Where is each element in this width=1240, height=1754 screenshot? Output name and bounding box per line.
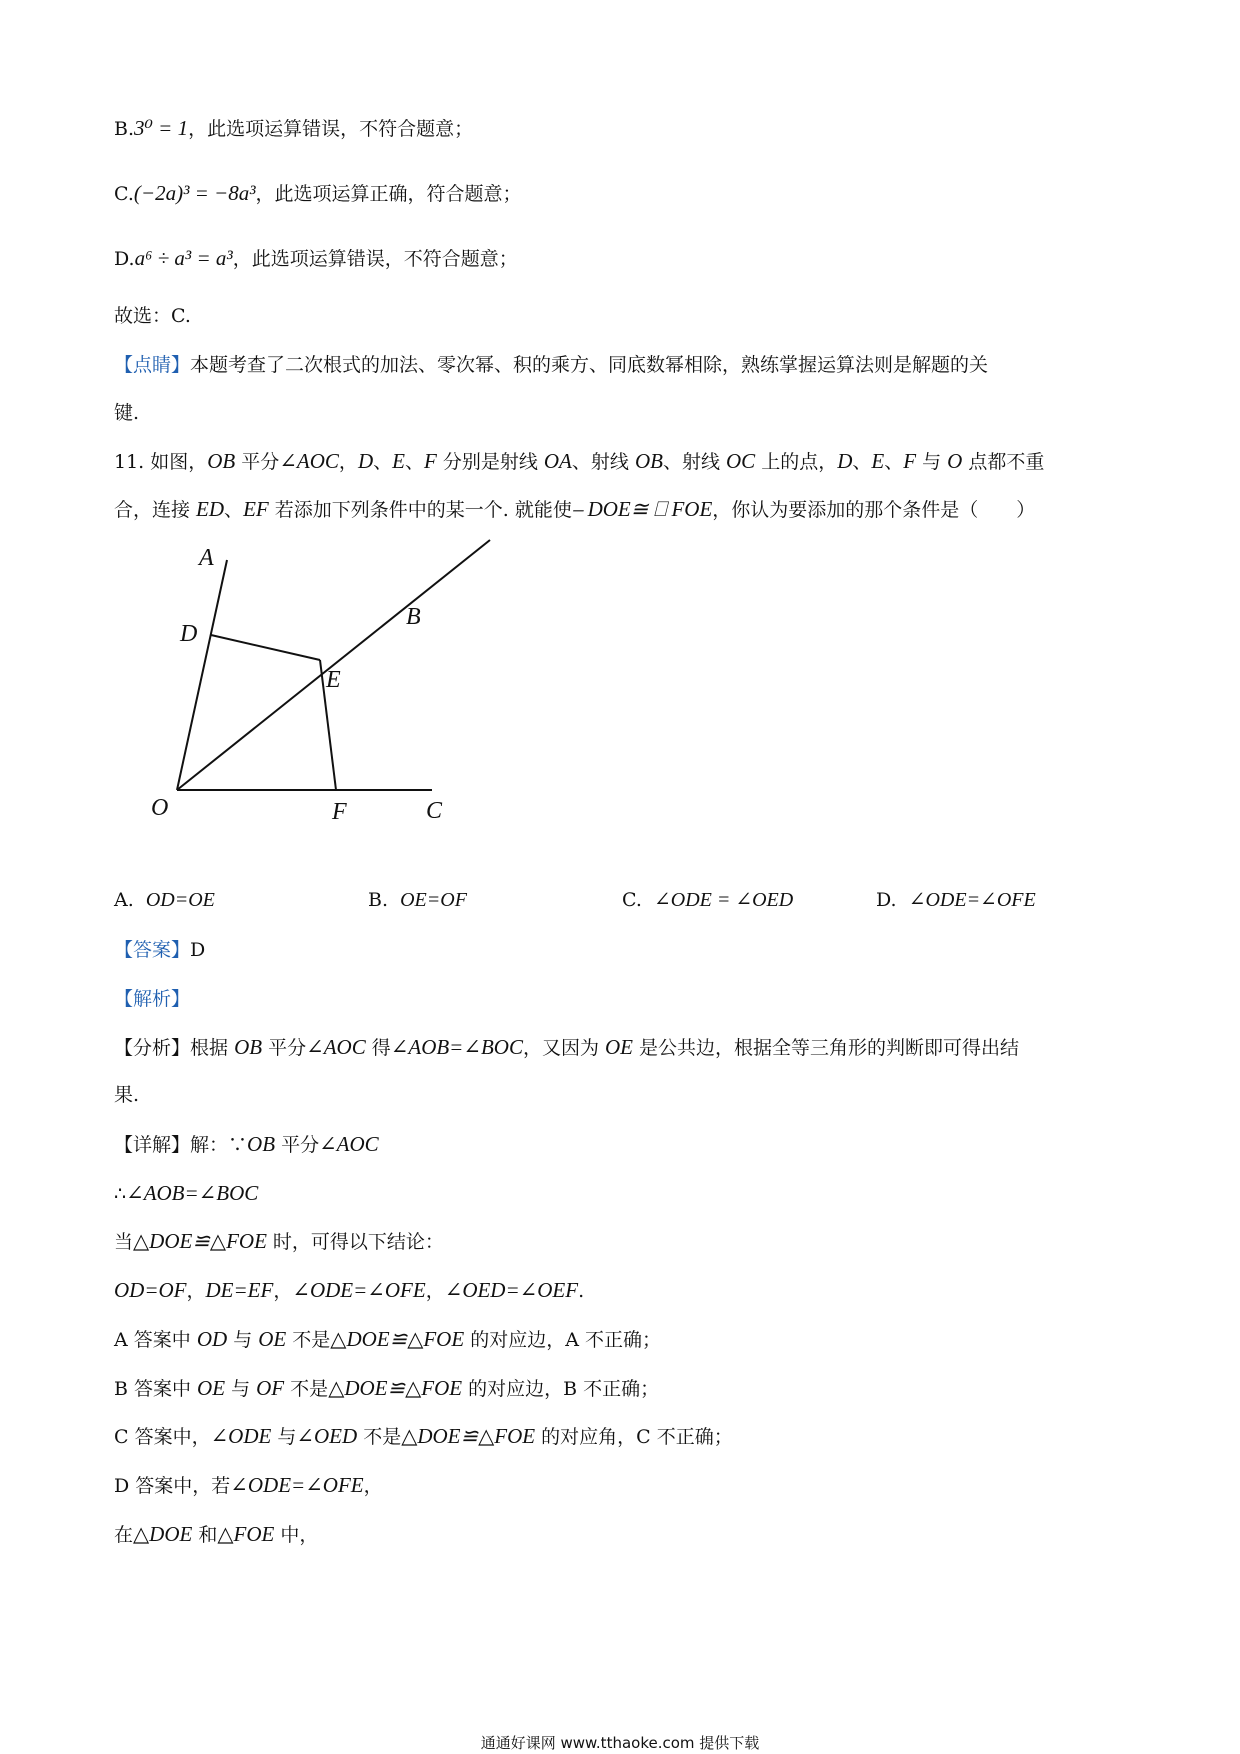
text-fragment: 不是 [286, 1329, 331, 1351]
text-fragment: △DOE≌△FOE [133, 1229, 267, 1253]
text-fragment: 若添加下列条件中的某一个. 就能使 [268, 499, 572, 521]
text-fragment: 、 [884, 451, 904, 473]
fenxi-line-1 [114, 1035, 1019, 1060]
text-fragment: ∠AOC [319, 1132, 379, 1156]
detail-line-6 [114, 1376, 659, 1401]
line-option-d-explain: D.a⁶ ÷ a³ = a³，此选项运算错误，不符合题意； [114, 246, 518, 270]
text-fragment: 、 [224, 499, 244, 521]
text-fragment: 【分析】 [114, 1037, 191, 1059]
text-fragment: 根据 [190, 1037, 235, 1059]
text-fragment: 平分 [235, 451, 280, 473]
segment-de [211, 635, 320, 660]
option-b[interactable]: B. OE=OF [368, 889, 467, 911]
text-fragment: ∠AOC [279, 449, 339, 473]
text-fragment: F [903, 449, 917, 473]
text-fragment: OE [605, 1035, 633, 1059]
text-fragment: ∠AOC [306, 1035, 366, 1059]
text-fragment: D 答案中，若 [114, 1475, 231, 1497]
detail-line-4 [114, 1278, 584, 1303]
text-fragment: A 答案中 [114, 1329, 197, 1351]
label-f: F [332, 799, 347, 825]
text-fragment: 点都不重 [962, 451, 1045, 473]
line-dianjing-cont: 键. [114, 402, 140, 424]
text-fragment: ∠ODE=∠OFE [292, 1278, 426, 1302]
text-fragment: ， [363, 1475, 383, 1497]
text-fragment: 与 [225, 1378, 257, 1400]
text-fragment: 11. 如图， [114, 451, 208, 473]
label-e: E [326, 667, 341, 693]
text-fragment: 解：∵ [190, 1134, 248, 1156]
text-fragment: △DOE≌△FOE [330, 1327, 465, 1351]
text-fragment: D [357, 449, 374, 473]
question-11-line-2 [114, 497, 1035, 522]
text-fragment: 、 [852, 451, 872, 473]
text-fragment: 得 [365, 1037, 391, 1059]
text-fragment: ∴ [114, 1183, 127, 1205]
text-fragment: E [871, 449, 885, 473]
text-fragment: ∠OED=∠OEF [444, 1278, 579, 1302]
text-fragment: ∠ODE [210, 1424, 272, 1448]
text-fragment: 的对应边，A 不正确； [464, 1329, 661, 1351]
text-fragment: 的对应角，C 不正确； [535, 1426, 733, 1448]
text-fragment: 合，连接 [114, 499, 197, 521]
text-fragment: 【详解】 [114, 1134, 191, 1156]
text-fragment: OC [725, 449, 756, 473]
option-c[interactable]: C. ∠ODE = ∠OED [622, 889, 794, 911]
label-c: C [426, 798, 443, 824]
text-fragment: 平分 [262, 1037, 307, 1059]
text-fragment: E [392, 449, 405, 473]
text-fragment: ∠AOB=∠BOC [390, 1035, 523, 1059]
label-b: B [406, 604, 421, 630]
text-fragment: 当 [114, 1231, 134, 1253]
text-fragment: D [837, 449, 853, 473]
text-fragment: 、 [373, 451, 393, 473]
label-o: O [151, 795, 169, 821]
text-fragment: △DOE≌△FOE [401, 1424, 536, 1448]
geometry-figure [140, 530, 500, 830]
text-fragment: 在 [114, 1524, 134, 1546]
label-a: A [199, 545, 214, 571]
option-a[interactable]: A. OD=OE [114, 889, 215, 911]
text-fragment: △DOE≌△FOE [328, 1376, 463, 1400]
text-fragment: 、射线 [662, 451, 726, 473]
answer-line [114, 938, 205, 962]
text-fragment: 不是 [284, 1378, 329, 1400]
fenxi-line-2: 果. [114, 1084, 140, 1106]
text-fragment: 是公共边，根据全等三角形的判断即可得出结 [633, 1037, 1020, 1059]
text-fragment: 平分 [275, 1134, 320, 1156]
text-fragment: OA [543, 449, 572, 473]
text-fragment: OB [634, 449, 663, 473]
text-fragment: B 答案中 [114, 1378, 198, 1400]
label-d: D [180, 621, 198, 647]
text-fragment: C 答案中， [114, 1426, 211, 1448]
text-fragment: OE [197, 1376, 226, 1400]
text-fragment: 上的点， [755, 451, 838, 473]
analysis-tag: 【解析】 [114, 988, 191, 1010]
text-fragment: OE [258, 1327, 287, 1351]
text-fragment: 分别是射线 [436, 451, 544, 473]
text-fragment: ED [196, 497, 225, 521]
answer-tag: 【答案】 [114, 939, 191, 961]
detail-line-5 [114, 1327, 661, 1352]
text-fragment: ， [273, 1280, 293, 1302]
text-fragment: 时，可得以下结论： [266, 1231, 444, 1253]
text-fragment: . [578, 1280, 585, 1302]
text-fragment: 的对应边，B 不正确； [462, 1378, 660, 1400]
text-fragment: 、射线 [571, 451, 635, 473]
detail-line-7 [114, 1424, 733, 1449]
text-fragment: ， [425, 1280, 445, 1302]
line-choose: 故选：C. [114, 305, 191, 327]
detail-line-3 [114, 1229, 444, 1254]
line-dianjing: 【点睛】本题考查了二次根式的加法、零次幂、积的乘方、同底数幂相除，熟练掌握运算法则是解题的关 [114, 354, 989, 376]
detail-line-2 [114, 1181, 258, 1206]
text-fragment: F [423, 449, 437, 473]
text-fragment: ∠OED [296, 1424, 358, 1448]
text-fragment: ⎯ DOE≅ ⎕ FOE [571, 497, 713, 521]
text-fragment: 与 [271, 1426, 297, 1448]
text-fragment: 与 [916, 451, 948, 473]
text-fragment: 和 [192, 1524, 218, 1546]
text-fragment: OB [207, 449, 236, 473]
text-fragment: ， [186, 1280, 206, 1302]
text-fragment: EF [243, 497, 269, 521]
text-fragment: ， [338, 451, 358, 473]
detail-line-9 [114, 1522, 318, 1547]
text-fragment: 与 [227, 1329, 259, 1351]
line-option-c-explain: C.(−2a)³ = −8a³，此选项运算正确，符合题意； [114, 181, 522, 205]
text-fragment: ∠AOB=∠BOC [126, 1181, 259, 1205]
page-footer: 通通好课网 www.tthaoke.com 提供下载 [480, 1734, 760, 1752]
text-fragment: 不是 [357, 1426, 402, 1448]
detail-line-1 [114, 1132, 379, 1157]
text-fragment: △DOE [133, 1522, 193, 1546]
line-option-b-explain: B.3⁰ = 1，此选项运算错误，不符合题意； [114, 116, 474, 140]
answer-value: D [190, 939, 206, 961]
text-fragment: ，你认为要添加的那个条件是（ ） [712, 499, 1036, 521]
text-fragment: OB [247, 1132, 276, 1156]
text-fragment: OD [196, 1327, 228, 1351]
detail-line-8 [114, 1473, 383, 1498]
text-fragment: O [947, 449, 963, 473]
text-fragment: OF [256, 1376, 285, 1400]
text-fragment: ，又因为 [522, 1037, 605, 1059]
text-fragment: △FOE [217, 1522, 275, 1546]
question-11-line-1 [114, 449, 1044, 474]
dianjing-tag: 【点睛】 [114, 354, 191, 376]
text-fragment: 、 [404, 451, 424, 473]
option-d[interactable]: D. ∠ODE=∠OFE [876, 889, 1036, 911]
text-fragment: OD=OF [114, 1278, 187, 1302]
text-fragment: OB [234, 1035, 263, 1059]
text-fragment: DE=EF [205, 1278, 274, 1302]
text-fragment: ∠ODE=∠OFE [230, 1473, 364, 1497]
text-fragment: 中， [274, 1524, 319, 1546]
